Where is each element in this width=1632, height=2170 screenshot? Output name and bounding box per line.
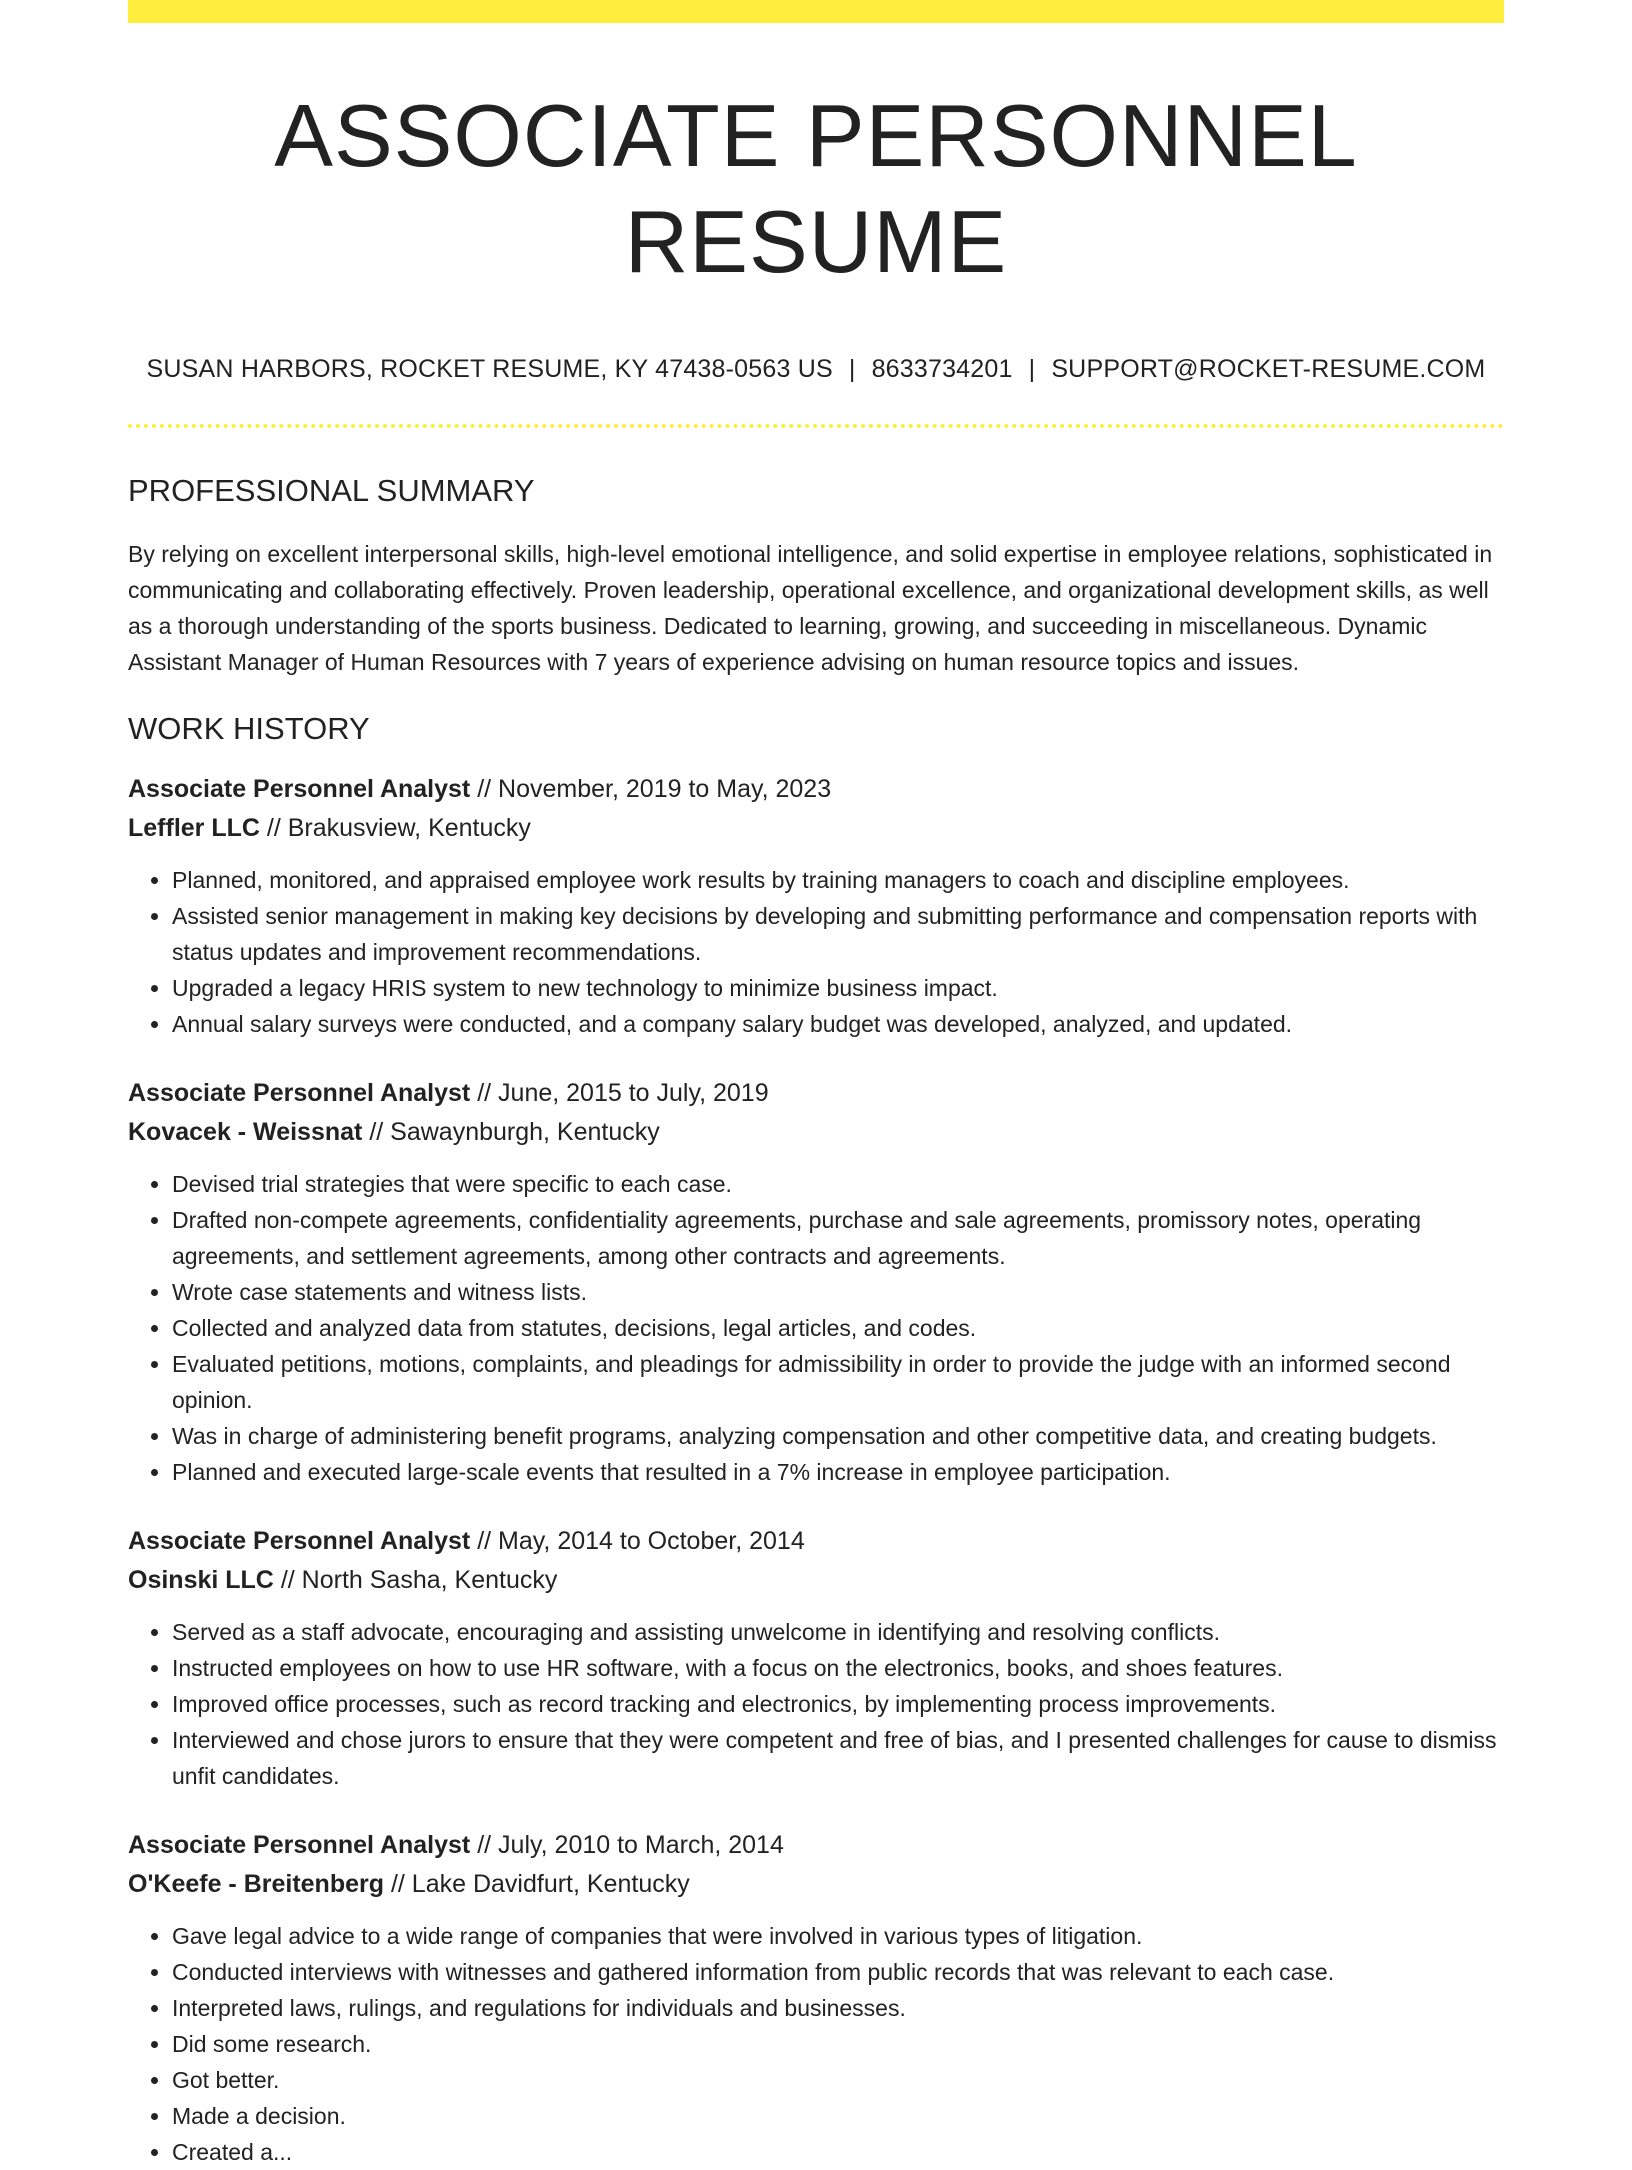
- job-bullet: • Evaluated petitions, motions, complaints, and pleadings for admissibility in order to provide the judge with an informed second opinion.: [172, 1346, 1504, 1418]
- job-company-line: [128, 1561, 1504, 1600]
- job-bullet-list: [128, 1166, 1504, 1490]
- contact-email: SUPPORT@ROCKET-RESUME.COM: [1051, 355, 1486, 384]
- top-accent-bar: [128, 0, 1504, 23]
- contact-separator: |: [848, 355, 856, 384]
- job-title-line: [128, 770, 1504, 809]
- job-title: Associate Personnel Analyst: [128, 1078, 471, 1107]
- job-title: Associate Personnel Analyst: [128, 1526, 471, 1555]
- job-bullet: • Collected and analyzed data from statutes, decisions, legal articles, and codes.: [172, 1310, 1504, 1346]
- job-location: // Sawaynburgh, Kentucky: [362, 1117, 660, 1146]
- job-dates: // June, 2015 to July, 2019: [470, 1078, 769, 1107]
- job-bullet: • Conducted interviews with witnesses and gathered information from public records that was relevant to each case.: [172, 1954, 1504, 1990]
- job-bullet: • Interpreted laws, rulings, and regulations for individuals and businesses.: [172, 1990, 1504, 2026]
- dotted-divider: [128, 424, 1504, 428]
- job-company-line: [128, 809, 1504, 848]
- job-bullet-list: [128, 1614, 1504, 1794]
- job-bullet: • Drafted non-compete agreements, confidentiality agreements, purchase and sale agreements, promissory notes, operating agreements, and settlement agreements, among other contracts and agreements.: [172, 1202, 1504, 1274]
- job-title-line: [128, 1826, 1504, 1865]
- job-company: Kovacek - Weissnat: [128, 1117, 363, 1146]
- job-bullet: • Served as a staff advocate, encouraging and assisting unwelcome in identifying and resolving conflicts.: [172, 1614, 1504, 1650]
- job-bullet: • Planned, monitored, and appraised employee work results by training managers to coach and discipline employees.: [172, 862, 1504, 898]
- resume-title: ASSOCIATE PERSONNEL RESUME: [274, 86, 1358, 291]
- job-bullet: • Improved office processes, such as record tracking and electronics, by implementing process improvements.: [172, 1686, 1504, 1722]
- job-title: Associate Personnel Analyst: [128, 774, 471, 803]
- job-dates: // July, 2010 to March, 2014: [470, 1830, 784, 1859]
- job-entry: [128, 770, 1504, 1042]
- job-bullet-list: [128, 1918, 1504, 2170]
- job-bullet: • Annual salary surveys were conducted, and a company salary budget was developed, analyzed, and updated.: [172, 1006, 1504, 1042]
- contact-line: [128, 354, 1504, 384]
- job-location: // Lake Davidfurt, Kentucky: [384, 1869, 690, 1898]
- job-entry: [128, 1074, 1504, 1490]
- job-bullet: • Got better.: [172, 2062, 1504, 2098]
- job-entry: [128, 1826, 1504, 2170]
- contact-separator: |: [1028, 355, 1036, 384]
- job-company-line: [128, 1113, 1504, 1152]
- contact-address: SUSAN HARBORS, ROCKET RESUME, KY 47438-0563 US: [146, 355, 833, 384]
- job-title-line: [128, 1074, 1504, 1113]
- job-bullet: • Planned and executed large-scale events that resulted in a 7% increase in employee participation.: [172, 1454, 1504, 1490]
- job-bullet: • Created a...: [172, 2134, 1504, 2170]
- job-bullet: • Interviewed and chose jurors to ensure that they were competent and free of bias, and I presented challenges for cause to dismiss unfit candidates.: [172, 1722, 1504, 1794]
- job-dates: // November, 2019 to May, 2023: [470, 774, 832, 803]
- job-company: Osinski LLC: [128, 1565, 274, 1594]
- job-bullet: • Instructed employees on how to use HR software, with a focus on the electronics, books, and shoes features.: [172, 1650, 1504, 1686]
- job-bullet: • Upgraded a legacy HRIS system to new technology to minimize business impact.: [172, 970, 1504, 1006]
- job-company: Leffler LLC: [128, 813, 260, 842]
- summary-text: By relying on excellent interpersonal skills, high-level emotional intelligence, and solid expertise in employee relations, sophisticated in communicating and collaborating effectively. Proven leadership, operational excellence, and organizational development skills, as well as a thorough understanding of the sports business. Dedicated to learning, growing, and succeeding in miscellaneous. Dynamic Assistant Manager of Human Resources with 7 years of experience advising on human resource topics and issues.: [128, 541, 1493, 676]
- summary-heading: PROFESSIONAL SUMMARY: [128, 473, 535, 509]
- job-title: Associate Personnel Analyst: [128, 1830, 471, 1859]
- job-bullet-list: [128, 862, 1504, 1042]
- work-history-heading: WORK HISTORY: [128, 711, 370, 747]
- job-bullet: • Made a decision.: [172, 2098, 1504, 2134]
- job-bullet: • Was in charge of administering benefit programs, analyzing compensation and other competitive data, and creating budgets.: [172, 1418, 1504, 1454]
- job-bullet: • Devised trial strategies that were specific to each case.: [172, 1166, 1504, 1202]
- job-bullet: • Wrote case statements and witness lists.: [172, 1274, 1504, 1310]
- resume-page: [128, 0, 1504, 2170]
- job-location: // Brakusview, Kentucky: [259, 813, 531, 842]
- job-company: O'Keefe - Breitenberg: [128, 1869, 385, 1898]
- job-company-line: [128, 1865, 1504, 1904]
- contact-phone: 8633734201: [871, 355, 1013, 384]
- job-bullet: • Did some research.: [172, 2026, 1504, 2062]
- job-title-line: [128, 1522, 1504, 1561]
- job-dates: // May, 2014 to October, 2014: [470, 1526, 805, 1555]
- job-bullet: • Assisted senior management in making key decisions by developing and submitting performance and compensation reports with status updates and improvement recommendations.: [172, 898, 1504, 970]
- job-location: // North Sasha, Kentucky: [273, 1565, 558, 1594]
- job-bullet: • Gave legal advice to a wide range of companies that were involved in various types of litigation.: [172, 1918, 1504, 1954]
- job-entry: [128, 1522, 1504, 1794]
